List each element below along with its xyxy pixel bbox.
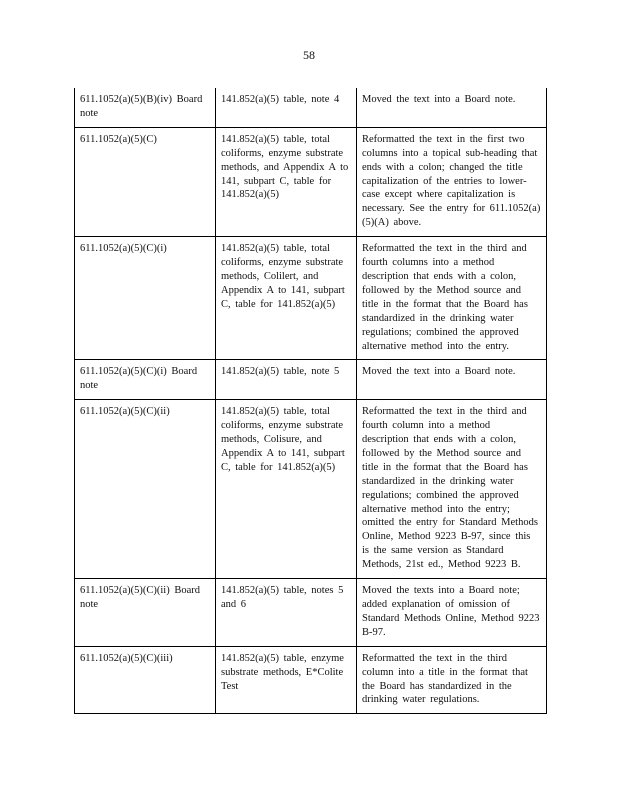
section-cell: 611.1052(a)(5)(C)(ii): [75, 400, 216, 579]
section-cell: 611.1052(a)(5)(B)(iv) Board note: [75, 88, 216, 127]
section-cell: 611.1052(a)(5)(C): [75, 127, 216, 236]
table-row: [75, 127, 547, 236]
change-description-cell: Reformatted the text in the first two columns into a topical sub-heading that ends with a colon; changed the title capitalization of the entries to lower-case except where capitalization is necessary. See the entry for 611.1052(a)(5)(A) above.: [357, 127, 547, 236]
section-cell: 611.1052(a)(5)(C)(ii) Board note: [75, 579, 216, 647]
change-description-cell: Moved the text into a Board note.: [357, 360, 547, 400]
table-row: [75, 646, 547, 714]
table-row: [75, 579, 547, 647]
page-number: 58: [303, 48, 315, 62]
change-description-cell: Moved the texts into a Board note; added explanation of omission of Standard Methods Online, Method 9223 B-97.: [357, 579, 547, 647]
federal-source-cell: 141.852(a)(5) table, note 5: [216, 360, 357, 400]
federal-source-cell: 141.852(a)(5) table, total coliforms, enzyme substrate methods, and Appendix A to 141, subpart C, table for 141.852(a)(5): [216, 127, 357, 236]
change-description-cell: Reformatted the text in the third column into a title in the format that the Board has standardized in the drinking water regulations.: [357, 646, 547, 714]
table-row: [75, 237, 547, 360]
section-cell: 611.1052(a)(5)(C)(i) Board note: [75, 360, 216, 400]
change-description-cell: Reformatted the text in the third and fourth column into a method description that ends with a colon, followed by the Method source and title in the format that the Board has standardized in the drinking water regulations; combined the approved alternative method into the entry; omitted the entry for Standard Methods Online, Method 9223 B-97, since this is the same version as Standard Methods, 21st ed., Method 9223 B.: [357, 400, 547, 579]
change-description-cell: Reformatted the text in the third and fourth columns into a method description that ends with a colon, followed by the Method source and title in the format that the Board has standardized in the drinking water regulations; combined the approved alternative method into the entry.: [357, 237, 547, 360]
federal-source-cell: 141.852(a)(5) table, total coliforms, enzyme substrate methods, Colilert, and Appendix A to 141, subpart C, table for 141.852(a)(5): [216, 237, 357, 360]
federal-source-cell: 141.852(a)(5) table, enzyme substrate methods, E*Colite Test: [216, 646, 357, 714]
section-cell: 611.1052(a)(5)(C)(i): [75, 237, 216, 360]
change-description-cell: Moved the text into a Board note.: [357, 88, 547, 127]
section-derivation-table: [74, 88, 547, 714]
table-row: [75, 88, 547, 127]
table-row: [75, 400, 547, 579]
federal-source-cell: 141.852(a)(5) table, total coliforms, enzyme substrate methods, Colisure, and Appendix A to 141, subpart C, table for 141.852(a)(5): [216, 400, 357, 579]
section-cell: 611.1052(a)(5)(C)(iii): [75, 646, 216, 714]
federal-source-cell: 141.852(a)(5) table, notes 5 and 6: [216, 579, 357, 647]
federal-source-cell: 141.852(a)(5) table, note 4: [216, 88, 357, 127]
table-row: [75, 360, 547, 400]
